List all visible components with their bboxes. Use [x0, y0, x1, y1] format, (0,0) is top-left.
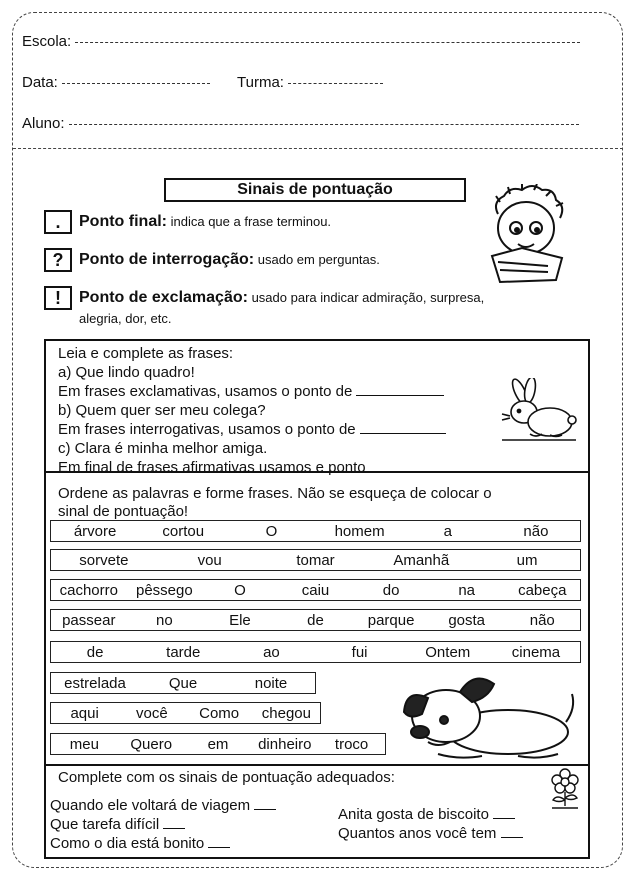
word: em	[207, 735, 229, 753]
word: parque	[367, 611, 415, 629]
exercise-divider-2	[44, 764, 590, 766]
class-field[interactable]	[237, 74, 383, 91]
word: de	[307, 611, 324, 629]
word: sorvete	[79, 551, 129, 569]
word: cinema	[511, 643, 561, 661]
word: fui	[351, 643, 368, 661]
word: Que	[168, 674, 198, 692]
ex3-left-2	[50, 815, 185, 834]
ex3-blank[interactable]	[163, 827, 185, 829]
ex2-instruction-line2: sinal de pontuação!	[58, 503, 189, 520]
header-separator	[13, 148, 623, 149]
flower-illustration	[546, 768, 584, 810]
ex1-blank-b[interactable]	[360, 432, 446, 434]
word-row-2	[50, 549, 581, 571]
ex3-left-1-text: Quando ele voltará de viagem	[50, 797, 251, 814]
word-row-8	[50, 733, 386, 755]
ex1-question-a	[58, 382, 444, 401]
class-blank[interactable]	[288, 82, 383, 84]
word: vou	[197, 551, 222, 569]
ex1-sentence-b: b) Quem quer ser meu colega?	[58, 402, 266, 419]
question-name: Ponto de interrogação:	[79, 251, 255, 268]
ex3-instruction: Complete com os sinais de pontuação adequados:	[58, 769, 395, 786]
ex3-right-1	[338, 805, 515, 824]
boy-reading-illustration	[478, 184, 574, 284]
ex1-question-c	[58, 458, 494, 477]
rabbit-illustration	[500, 378, 578, 442]
student-field[interactable]	[22, 115, 579, 132]
word: gosta	[448, 611, 486, 629]
ex1-question-b-text: Em frases interrogativas, usamos o ponto de	[58, 421, 356, 438]
word: cabeça	[518, 581, 567, 599]
word: do	[382, 581, 400, 599]
ex3-left-3-text: Como o dia está bonito	[50, 835, 205, 852]
word: tomar	[296, 551, 335, 569]
page-title: Sinais de pontuação	[164, 178, 466, 202]
word: ao	[263, 643, 280, 661]
class-label: Turma:	[237, 74, 284, 91]
ex1-instruction: Leia e complete as frases:	[58, 345, 234, 362]
word: troco	[334, 735, 369, 753]
ex1-sentence-a: a) Que lindo quadro!	[58, 364, 195, 381]
ex1-question-a-text: Em frases exclamativas, usamos o ponto de	[58, 383, 353, 400]
question-definition	[79, 250, 380, 270]
word-row-3	[50, 579, 581, 601]
period-name: Ponto final:	[79, 213, 167, 230]
word: Ontem	[425, 643, 471, 661]
word: não	[529, 611, 555, 629]
word: O	[234, 581, 246, 599]
word: chegou	[261, 704, 311, 722]
word: árvore	[73, 522, 117, 540]
word: na	[458, 581, 476, 599]
word: não	[523, 522, 549, 540]
ex1-question-c-text: Em final de frases afirmativas usamos e ponto	[58, 459, 366, 476]
dog-illustration	[398, 676, 578, 762]
word: Amanhã	[393, 551, 450, 569]
word: homem	[334, 522, 385, 540]
word-row-1	[50, 520, 581, 542]
ex3-right-2	[338, 824, 523, 843]
word: cortou	[162, 522, 205, 540]
word: estrelada	[64, 674, 126, 692]
word: cachorro	[59, 581, 118, 599]
date-field[interactable]	[22, 74, 210, 91]
ex1-sentence-c: c) Clara é minha melhor amiga.	[58, 440, 268, 457]
question-symbol-box: ?	[44, 248, 72, 272]
word: Ele	[229, 611, 251, 629]
exclamation-desc-cont: alegria, dor, etc.	[79, 311, 172, 326]
word: passear	[62, 611, 116, 629]
school-blank[interactable]	[75, 41, 580, 43]
ex1-question-b	[58, 420, 446, 439]
student-blank[interactable]	[69, 123, 579, 125]
word: Como	[199, 704, 240, 722]
ex3-blank[interactable]	[493, 817, 515, 819]
word: pêssego	[136, 581, 193, 599]
ex3-right-1-text: Anita gosta de biscoito	[338, 806, 489, 823]
word: tarde	[166, 643, 201, 661]
ex3-left-1	[50, 796, 276, 815]
period-desc: indica que a frase terminou.	[170, 214, 332, 229]
word: dinheiro	[258, 735, 312, 753]
word: caiu	[301, 581, 330, 599]
word-row-7	[50, 702, 321, 724]
word: O	[265, 522, 278, 540]
ex3-blank[interactable]	[501, 836, 523, 838]
ex3-blank[interactable]	[208, 846, 230, 848]
school-field[interactable]	[22, 33, 580, 50]
word-row-5	[50, 641, 581, 663]
word: de	[86, 643, 104, 661]
word: no	[156, 611, 173, 629]
student-label: Aluno:	[22, 115, 65, 132]
exclamation-name: Ponto de exclamação:	[79, 289, 248, 306]
date-label: Data:	[22, 74, 58, 91]
ex3-left-3	[50, 834, 230, 853]
ex1-blank-a[interactable]	[356, 394, 444, 396]
ex3-blank[interactable]	[254, 808, 276, 810]
exclamation-desc: usado para indicar admiração, surpresa,	[251, 290, 485, 305]
school-label: Escola:	[22, 33, 72, 50]
word: noite	[254, 674, 288, 692]
period-definition	[79, 212, 331, 232]
exclamation-symbol-box: !	[44, 286, 72, 310]
ex3-left-2-text: Que tarefa difícil	[50, 816, 160, 833]
word: um	[516, 551, 538, 569]
ex2-instruction-line1: Ordene as palavras e forme frases. Não se esqueça de colocar o	[58, 485, 492, 502]
ex1-blank-c[interactable]	[370, 470, 494, 472]
exclamation-definition	[79, 288, 484, 308]
word: você	[136, 704, 168, 722]
question-desc: usado em perguntas.	[257, 252, 380, 267]
word: aqui	[70, 704, 99, 722]
word-row-4	[50, 609, 581, 631]
ex3-right-2-text: Quantos anos você tem	[338, 825, 497, 842]
word-row-6	[50, 672, 316, 694]
word: meu	[69, 735, 99, 753]
period-symbol-box: .	[44, 210, 72, 234]
date-blank[interactable]	[62, 82, 210, 84]
word: a	[443, 522, 452, 540]
word: Quero	[130, 735, 173, 753]
